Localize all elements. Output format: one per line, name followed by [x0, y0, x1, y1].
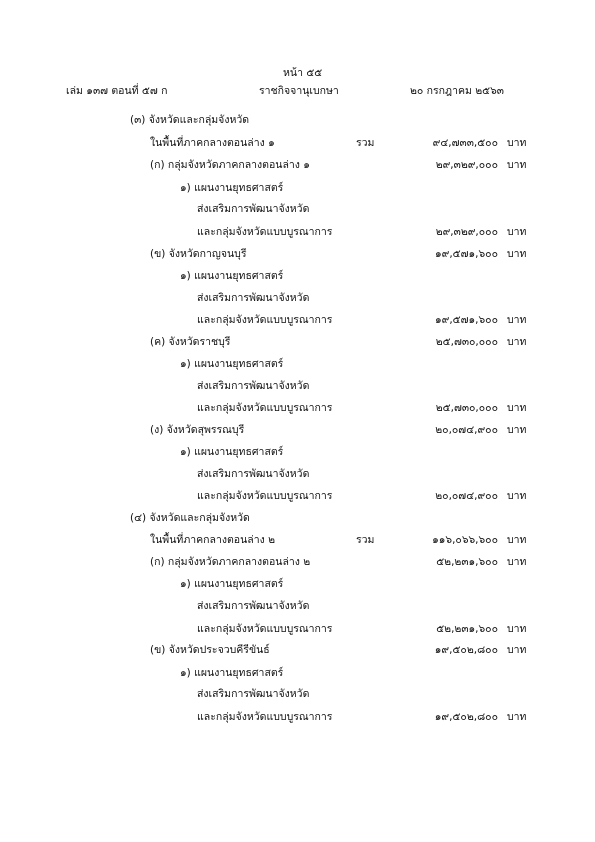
- line-label: ๑) แผนงานยุทธศาสตร์: [180, 182, 284, 194]
- budget-line: [0, 268, 595, 284]
- currency-unit: บาท: [507, 424, 527, 436]
- budget-line: [0, 312, 595, 328]
- budget-line: [0, 510, 595, 526]
- currency-unit: บาท: [507, 137, 527, 149]
- line-label: (ง) จังหวัดสุพรรณบุรี: [150, 424, 245, 436]
- budget-line: [0, 180, 595, 196]
- currency-unit: บาท: [507, 336, 527, 348]
- line-label: (๓) จังหวัดและกลุ่มจังหวัด: [130, 114, 250, 126]
- line-label: และกลุ่มจังหวัดแบบบูรณาการ: [197, 711, 333, 723]
- line-label: (ก) กลุ่มจังหวัดภาคกลางตอนล่าง ๒: [150, 556, 311, 568]
- page-number: หน้า ๕๕: [283, 67, 323, 79]
- line-label: ส่งเสริมการพัฒนาจังหวัด: [197, 203, 310, 215]
- budget-line: [0, 400, 595, 416]
- budget-line: [0, 201, 595, 217]
- currency-unit: บาท: [507, 644, 527, 656]
- currency-unit: บาท: [507, 248, 527, 260]
- amount: ๕๒,๒๓๑,๖๐๐: [436, 556, 498, 568]
- budget-line: [0, 488, 595, 504]
- total-label: รวม: [356, 534, 375, 546]
- budget-line: [0, 378, 595, 394]
- budget-line: [0, 224, 595, 240]
- amount: ๑๙,๕๗๑,๖๐๐: [434, 248, 498, 260]
- currency-unit: บาท: [507, 623, 527, 635]
- line-label: ๑) แผนงานยุทธศาสตร์: [180, 270, 284, 282]
- currency-unit: บาท: [507, 314, 527, 326]
- currency-unit: บาท: [507, 534, 527, 546]
- budget-line: [0, 246, 595, 262]
- budget-line: [0, 621, 595, 637]
- amount: ๒๐,๐๗๔,๙๐๐: [435, 490, 498, 502]
- line-label: (ก) กลุ่มจังหวัดภาคกลางตอนล่าง ๑: [150, 159, 310, 171]
- amount: ๕๒,๒๓๑,๖๐๐: [436, 623, 498, 635]
- currency-unit: บาท: [507, 402, 527, 414]
- budget-line: [0, 290, 595, 306]
- budget-line: [0, 466, 595, 482]
- volume-issue: เล่ม ๑๓๗ ตอนที่ ๕๗ ก: [66, 85, 168, 97]
- budget-line: [0, 532, 595, 548]
- amount: ๑๙,๕๐๒,๘๐๐: [434, 644, 498, 656]
- line-label: (๔) จังหวัดและกลุ่มจังหวัด: [130, 512, 250, 524]
- line-label: ๑) แผนงานยุทธศาสตร์: [180, 578, 284, 590]
- amount: ๒๕,๗๓๐,๐๐๐: [435, 402, 498, 414]
- line-label: และกลุ่มจังหวัดแบบบูรณาการ: [197, 226, 333, 238]
- publication-name: ราชกิจจานุเบกษา: [259, 85, 339, 97]
- line-label: (ค) จังหวัดราชบุรี: [150, 336, 231, 348]
- total-label: รวม: [356, 137, 375, 149]
- line-label: ส่งเสริมการพัฒนาจังหวัด: [197, 380, 310, 392]
- amount: ๒๐,๐๗๔,๙๐๐: [435, 424, 498, 436]
- budget-line: [0, 422, 595, 438]
- line-label: และกลุ่มจังหวัดแบบบูรณาการ: [197, 314, 333, 326]
- line-label: ส่งเสริมการพัฒนาจังหวัด: [197, 600, 310, 612]
- line-label: ส่งเสริมการพัฒนาจังหวัด: [197, 688, 310, 700]
- amount: ๙๔,๗๓๓,๕๐๐: [432, 137, 498, 149]
- line-label: และกลุ่มจังหวัดแบบบูรณาการ: [197, 490, 333, 502]
- budget-line: [0, 135, 595, 151]
- budget-line: [0, 598, 595, 614]
- line-label: และกลุ่มจังหวัดแบบบูรณาการ: [197, 623, 333, 635]
- amount: ๒๙,๓๒๙,๐๐๐: [435, 226, 498, 238]
- budget-line: [0, 554, 595, 570]
- line-label: ๑) แผนงานยุทธศาสตร์: [180, 667, 284, 679]
- currency-unit: บาท: [507, 711, 527, 723]
- budget-line: [0, 709, 595, 725]
- budget-line: [0, 356, 595, 372]
- line-label: ๑) แผนงานยุทธศาสตร์: [180, 446, 284, 458]
- line-label: ๑) แผนงานยุทธศาสตร์: [180, 358, 284, 370]
- line-label: และกลุ่มจังหวัดแบบบูรณาการ: [197, 402, 333, 414]
- currency-unit: บาท: [507, 556, 527, 568]
- line-label: (ข) จังหวัดประจวบคีรีขันธ์: [150, 644, 270, 656]
- line-label: (ข) จังหวัดกาญจนบุรี: [150, 248, 247, 260]
- amount: ๑๙,๕๐๒,๘๐๐: [434, 711, 498, 723]
- budget-line: [0, 157, 595, 173]
- budget-line: [0, 444, 595, 460]
- amount: ๑๑๖,๐๖๖,๖๐๐: [432, 534, 498, 546]
- currency-unit: บาท: [507, 159, 527, 171]
- amount: ๒๕,๗๓๐,๐๐๐: [435, 336, 498, 348]
- currency-unit: บาท: [507, 226, 527, 238]
- budget-line: [0, 334, 595, 350]
- line-label: ส่งเสริมการพัฒนาจังหวัด: [197, 468, 310, 480]
- budget-line: [0, 576, 595, 592]
- amount: ๑๙,๕๗๑,๖๐๐: [434, 314, 498, 326]
- budget-line: [0, 112, 595, 128]
- currency-unit: บาท: [507, 490, 527, 502]
- budget-line: [0, 686, 595, 702]
- publication-date: ๒๐ กรกฎาคม ๒๕๖๓: [410, 85, 504, 97]
- budget-line: [0, 665, 595, 681]
- line-label: ในพื้นที่ภาคกลางตอนล่าง ๑: [150, 137, 275, 149]
- budget-line: [0, 642, 595, 658]
- line-label: ส่งเสริมการพัฒนาจังหวัด: [197, 292, 310, 304]
- amount: ๒๙,๓๒๙,๐๐๐: [435, 159, 498, 171]
- line-label: ในพื้นที่ภาคกลางตอนล่าง ๒: [150, 534, 276, 546]
